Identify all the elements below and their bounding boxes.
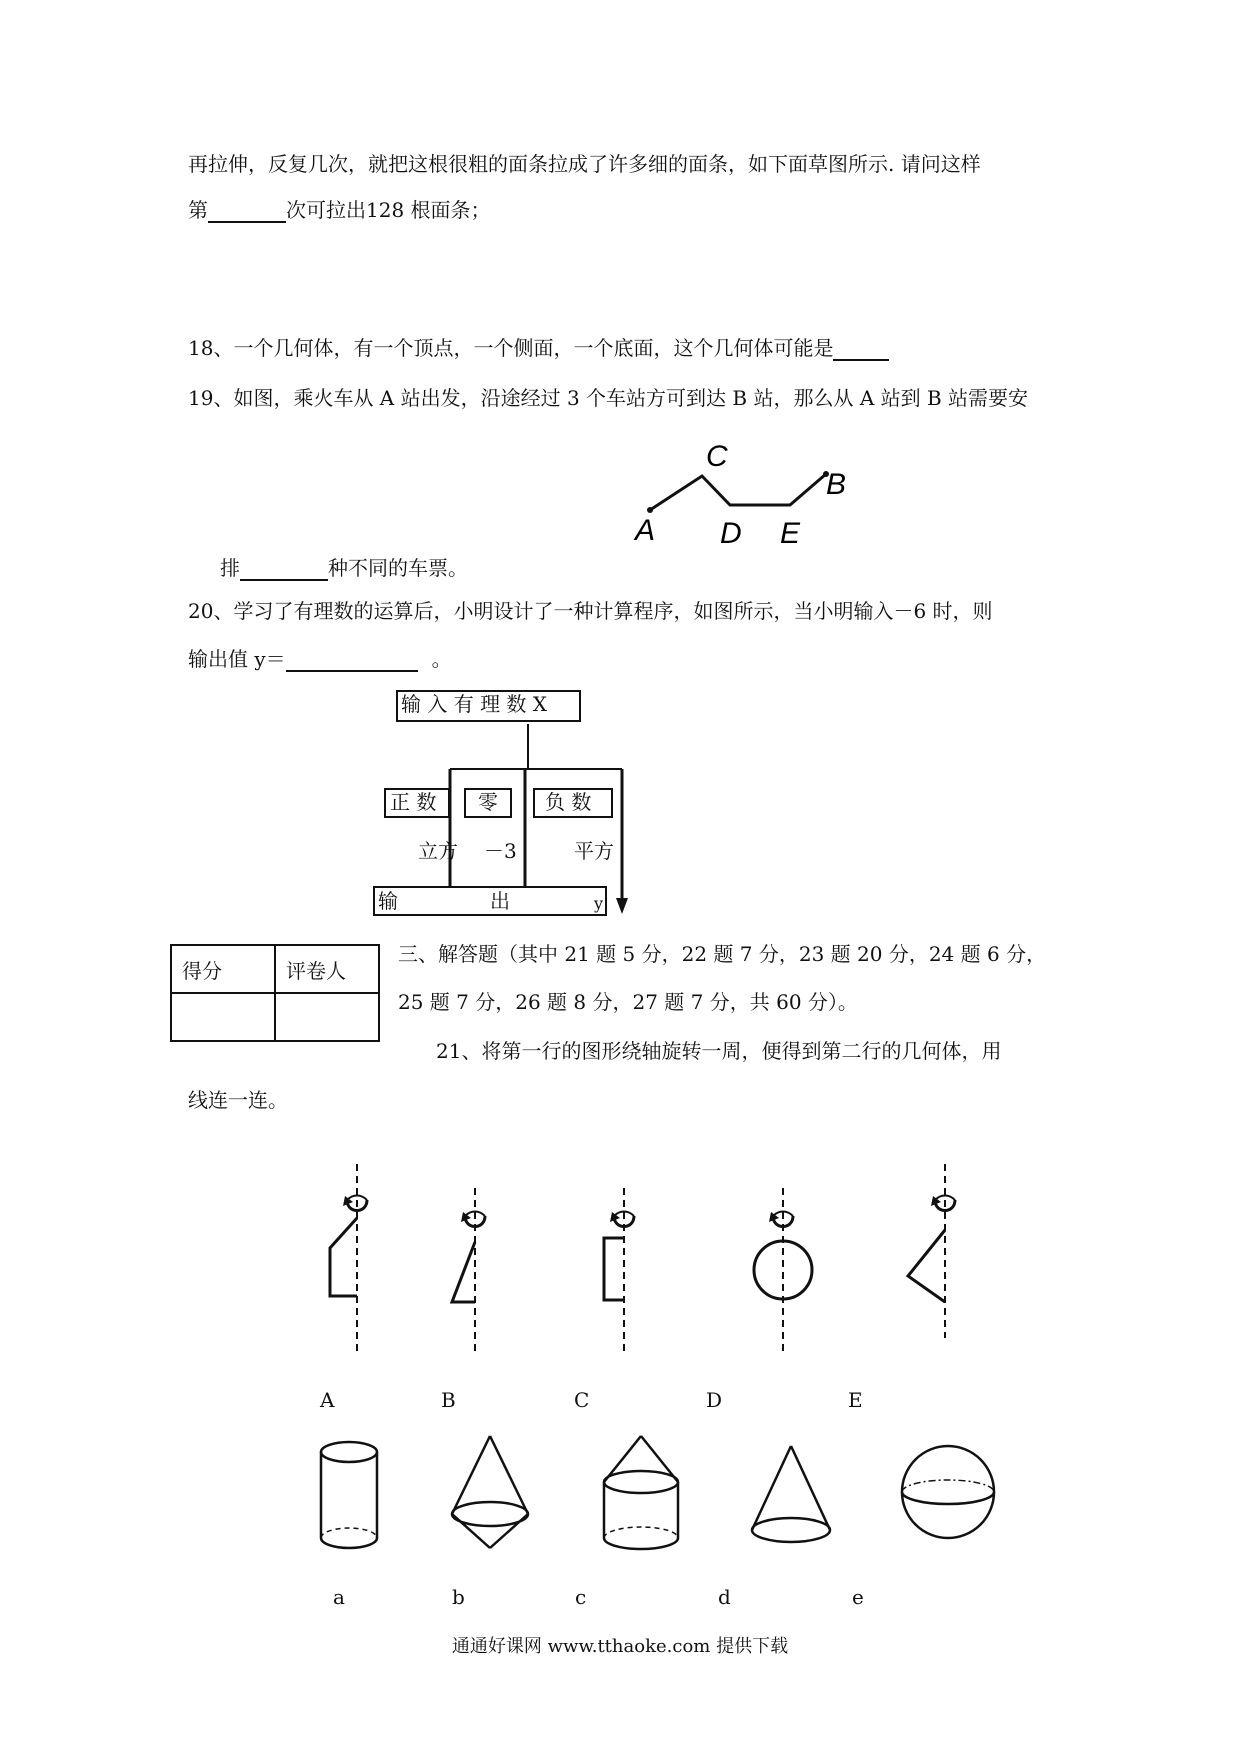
q19-line2-post: 种不同的车票。 bbox=[328, 556, 468, 580]
flow-positive-label: 正 数 bbox=[390, 790, 437, 814]
q17-line1: 再拉伸，反复几次，就把这根很粗的面条拉成了许多细的面条，如下面草图所示. 请问这样 bbox=[188, 152, 981, 176]
top-label-c: C bbox=[574, 1388, 590, 1412]
top-label-a: A bbox=[320, 1388, 335, 1412]
bottom-label-a: a bbox=[333, 1585, 345, 1609]
solid-double-cone bbox=[452, 1436, 528, 1548]
bottom-label-d: d bbox=[718, 1585, 731, 1609]
bottom-label-c: c bbox=[575, 1585, 587, 1609]
flow-input-label: 输 入 有 理 数 X bbox=[401, 692, 548, 716]
solid-sphere bbox=[902, 1446, 994, 1538]
top-label-b: B bbox=[441, 1388, 456, 1412]
score-table-header-grader: 评卷人 bbox=[275, 945, 379, 993]
solid-cone bbox=[752, 1446, 830, 1542]
top-label-d: D bbox=[706, 1388, 723, 1412]
q19-station-a: A bbox=[635, 514, 656, 547]
flow-output-mid: 出 bbox=[490, 889, 510, 913]
q17-line2-post: 次可拉出128 根面条； bbox=[286, 198, 491, 222]
q19-station-e: E bbox=[780, 517, 801, 550]
q17-line2-pre: 第 bbox=[188, 198, 208, 222]
solid-cylinder bbox=[321, 1442, 377, 1548]
q20-line1: 20、学习了有理数的运算后，小明设计了一种计算程序，如图所示，当小明输入－6 时，则 bbox=[188, 599, 993, 623]
flow-op-negative: 平方 bbox=[574, 839, 614, 863]
flow-output-right: y bbox=[593, 894, 603, 913]
section3-line2: 25 题 7 分，26 题 8 分，27 题 7 分，共 60 分）。 bbox=[398, 990, 858, 1014]
bottom-label-e: e bbox=[852, 1585, 864, 1609]
q18-question: 18、一个几何体，有一个顶点，一个侧面，一个底面，这个几何体可能是 bbox=[188, 336, 834, 360]
page-footer: 通通好课网 www.tthaoke.com 提供下载 bbox=[451, 1636, 789, 1657]
flow-zero-label: 零 bbox=[478, 790, 498, 814]
flow-op-zero: －3 bbox=[484, 839, 517, 863]
flow-output-left: 输 bbox=[378, 889, 398, 913]
q21-line1: 21、将第一行的图形绕轴旋转一周，便得到第二行的几何体，用 bbox=[436, 1039, 1002, 1063]
q20-line2-post: 。 bbox=[431, 647, 452, 671]
q19-station-b: B bbox=[826, 468, 847, 501]
score-table-header-score: 得分 bbox=[171, 945, 275, 993]
flow-negative-label: 负 数 bbox=[545, 790, 592, 814]
section3-line1: 三、解答题（其中 21 题 5 分，22 题 7 分，23 题 20 分，24 题 6 分， bbox=[398, 942, 1047, 966]
top-label-e: E bbox=[848, 1388, 863, 1412]
flow-op-positive: 立方 bbox=[418, 839, 458, 863]
q19-station-d: D bbox=[720, 517, 742, 550]
q20-line2-pre: 输出值 y＝ bbox=[188, 647, 286, 671]
q19-line2-pre: 排 bbox=[220, 556, 240, 580]
q19-line1: 19、如图，乘火车从 A 站出发，沿途经过 3 个车站方可到达 B 站，那么从 A 站到 B 站需要安 bbox=[188, 386, 1029, 410]
q19-station-c: C bbox=[706, 440, 728, 473]
solid-cone-on-cylinder bbox=[604, 1436, 678, 1549]
q21-line2: 线连一连。 bbox=[188, 1088, 288, 1112]
bottom-label-b: b bbox=[452, 1585, 465, 1609]
